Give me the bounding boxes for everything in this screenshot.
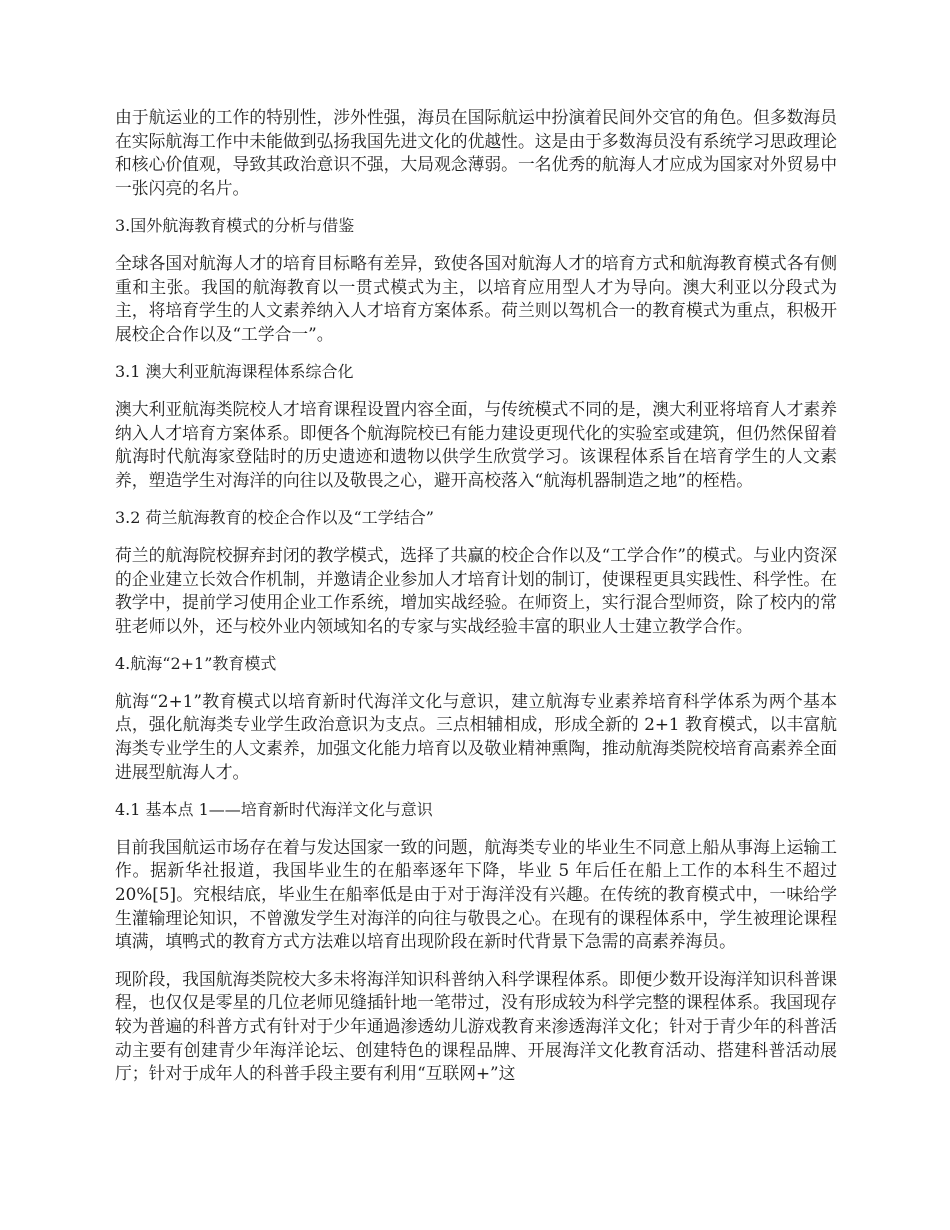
section-heading-3-1: 3.1 澳大利亚航海课程体系综合化: [115, 362, 354, 382]
paragraph-foreign-models: 全球各国对航海人才的培育目标略有差异，致使各国对航海人才的培育方式和航海教育模式各有侧重和主张。我国的航海教育以一贯式模式为主，以培育应用型人才为导向。澳大利亚以分段式为主，将培育学生的人文素养纳入人才培育方案体系。荷兰则以驾机合一的教育模式为重点，积极开展校企合作以及“工学合一”。: [115, 252, 837, 344]
section-heading-4-1: 4.1 基本点 1——培育新时代海洋文化与意识: [115, 800, 433, 820]
section-heading-3-2: 3.2 荷兰航海教育的校企合作以及“工学结合”: [115, 508, 434, 528]
paragraph-maritime-culture: 目前我国航运市场存在着与发达国家一致的问题，航海类专业的毕业生不同意上船从事海上运输工作。据新华社报道，我国毕业生的在船率逐年下降，毕业 5 年后任在船上工作的本科生不超过 20%[5]。究根结底，毕业生在船率低是由于对于海洋没有兴趣。在传统的教育模式中，一味给学生灌输理论知识，不曾激发学生对海洋的向往与敬畏之心。在现有的课程体系中，学生被理论课程填满，填鸭式的教育方式方法难以培育出现阶段在新时代背景下急需的高素养海员。: [115, 836, 837, 952]
paragraph-seafarer-diplomat: 由于航运业的工作的特别性，涉外性强，海员在国际航运中扮演着民间外交官的角色。但多数海员在实际航海工作中未能做到弘扬我国先进文化的优越性。这是由于多数海员没有系统学习思政理论和核心价值观，导致其政治意识不强，大局观念薄弱。一名优秀的航海人才应成为国家对外贸易中一张闪亮的名片。: [115, 107, 837, 198]
paragraph-science-popularization: 现阶段，我国航海类院校大多未将海洋知识科普纳入科学课程体系。即便少数开设海洋知识科普课程，也仅仅是零星的几位老师见缝插针地一笔带过，没有形成较为科学完整的课程体系。我国现存较为普遍的科普方式有针对于少年通過渗透幼儿游戏教育来渗透海洋文化；针对于青少年的科普活动主要有创建青少年海洋论坛、创建特色的课程品牌、开展海洋文化教育活动、搭建科普活动展厅；针对于成年人的科普手段主要有利用“互联网+”这: [115, 968, 837, 1084]
section-heading-4: 4.航海“2+1”教育模式: [115, 654, 277, 674]
section-heading-3: 3.国外航海教育模式的分析与借鉴: [115, 216, 355, 236]
paragraph-australia: 澳大利亚航海类院校人才培育课程设置内容全面，与传统模式不同的是，澳大利亚将培育人才素养纳入人才培育方案体系。即便各个航海院校已有能力建设更现代化的实验室或建筑，但仍然保留着航海时代航海家登陆时的历史遗迹和遗物以供学生欣赏学习。该课程体系旨在培育学生的人文素养，塑造学生对海洋的向往以及敬畏之心，避开高校落入“航海机器制造之地”的桎梏。: [115, 398, 837, 490]
paragraph-netherlands: 荷兰的航海院校摒弃封闭的教学模式，选择了共赢的校企合作以及“工学合作”的模式。与业内资深的企业建立长效合作机制，并邀请企业参加人才培育计划的制订，使课程更具实践性、科学性。在教学中，提前学习使用企业工作系统，增加实战经验。在师资上，实行混合型师资，除了校内的常驻老师以外，还与校外业内领域知名的专家与实战经验丰富的职业人士建立教学合作。: [115, 544, 837, 636]
paragraph-2plus1-model: 航海“2+1”教育模式以培育新时代海洋文化与意识，建立航海专业素养培育科学体系为两个基本点，强化航海类专业学生政治意识为支点。三点相辅相成，形成全新的 2+1 教育模式，以丰富航海类专业学生的人文素养，加强文化能力培育以及敬业精神熏陶，推动航海类院校培育高素养全面进展型航海人才。: [115, 690, 837, 782]
